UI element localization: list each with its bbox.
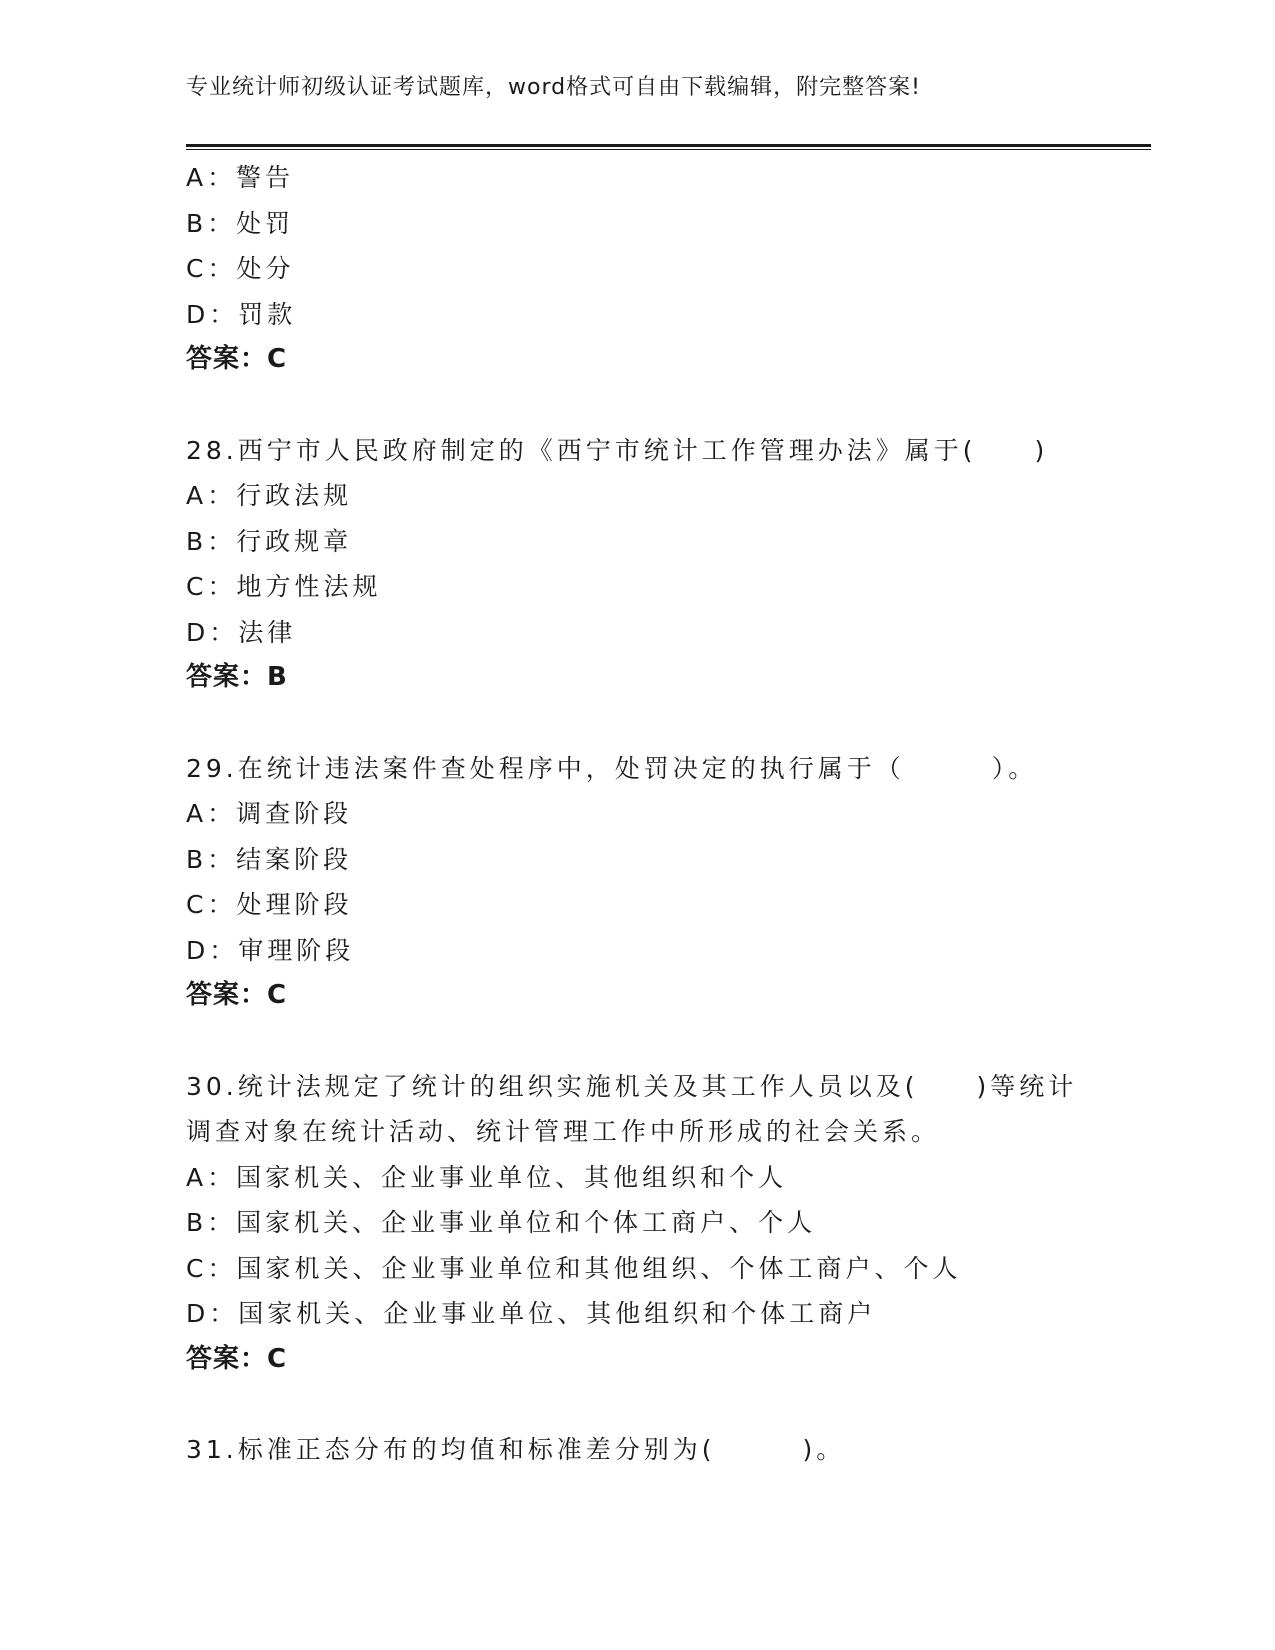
question-stem: 31.标准正态分布的均值和标准差分别为( )。 [186, 1435, 846, 1464]
question-30 [186, 1064, 1106, 1383]
option-d: D：法律 [186, 617, 297, 647]
answer-line: 答案：C [186, 1343, 288, 1374]
option-d: D：审理阶段 [186, 935, 355, 965]
option-a: A：国家机关、企业事业单位、其他组织和个人 [186, 1162, 788, 1192]
answer-line: 答案：C [186, 980, 288, 1010]
prev-question-block [186, 155, 1106, 383]
option-a: A：行政法规 [186, 481, 353, 510]
option-c: C：处理阶段 [186, 890, 353, 919]
option-b: B：处罚 [186, 208, 295, 238]
option-b: B：国家机关、企业事业单位和个体工商户、个人 [186, 1208, 817, 1237]
question-content [186, 155, 1106, 1473]
question-29 [186, 746, 1106, 1019]
question-stem-line-2: 调查对象在统计活动、统计管理工作中所形成的社会关系。 [186, 1117, 941, 1146]
option-a: A：调查阶段 [186, 799, 353, 828]
answer-line: 答案：B [186, 662, 288, 692]
option-d: D：罚款 [186, 299, 297, 329]
question-stem-line-1: 30.统计法规定了统计的组织实施机关及其工作人员以及( )等统计 [186, 1071, 1078, 1101]
option-c: C：处分 [186, 254, 295, 283]
question-stem: 29.在统计违法案件查处程序中，处罚决定的执行属于（ ）。 [186, 753, 1038, 783]
option-a: A：警告 [186, 163, 295, 192]
answer-line: 答案：C [186, 344, 288, 374]
page-header: 专业统计师初级认证考试题库，word格式可自由下载编辑，附完整答案! [186, 75, 921, 100]
header-rule-thick [186, 144, 1151, 147]
question-31 [186, 1427, 1106, 1473]
option-b: B：结案阶段 [186, 844, 353, 874]
header-rule-thin [186, 149, 1151, 150]
option-c: C：地方性法规 [186, 572, 382, 601]
option-b: B：行政规章 [186, 526, 353, 556]
question-stem: 28.西宁市人民政府制定的《西宁市统计工作管理办法》属于( ) [186, 435, 1049, 465]
option-c: C：国家机关、企业事业单位和其他组织、个体工商户、个人 [186, 1253, 962, 1283]
option-d: D：国家机关、企业事业单位、其他组织和个体工商户 [186, 1299, 877, 1328]
question-28 [186, 428, 1106, 701]
